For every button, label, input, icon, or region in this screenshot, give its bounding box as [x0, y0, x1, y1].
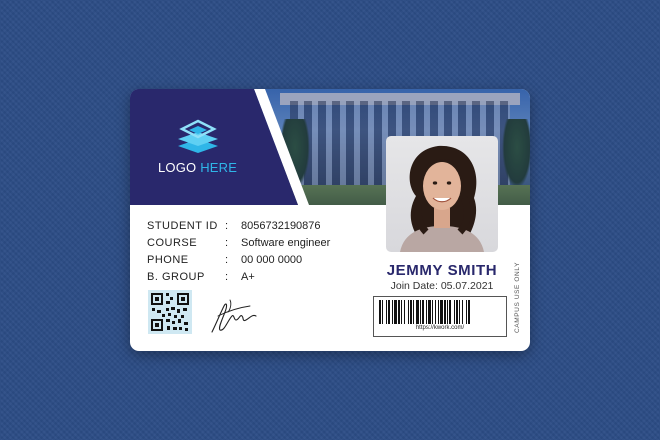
field-label: PHONE: [147, 253, 189, 266]
barcode-bar: [428, 300, 431, 324]
field-value: Software engineer: [241, 236, 331, 249]
barcode-bar: [440, 300, 443, 324]
info-row-blood-group: [147, 268, 377, 285]
field-separator: :: [225, 270, 229, 283]
field-label: COURSE: [147, 236, 198, 249]
barcode-bar: [459, 300, 460, 324]
barcode-bar: [379, 300, 381, 324]
barcode-bar: [466, 300, 467, 324]
qr-code-icon: [148, 290, 192, 334]
field-label: STUDENT ID: [147, 219, 218, 232]
barcode-bar: [388, 300, 390, 324]
barcode-bar: [416, 300, 419, 324]
barcode-bar: [462, 300, 463, 324]
logo-text: [158, 160, 268, 175]
stacked-layers-icon: [176, 119, 220, 155]
barcode-bar: [456, 300, 458, 324]
barcode-bar: [392, 300, 393, 324]
logo-text-accent: HERE: [200, 160, 238, 175]
field-separator: :: [225, 253, 229, 266]
info-row-phone: [147, 251, 377, 268]
student-id-card: [130, 89, 530, 351]
join-date: Join Date: 05.07.2021: [390, 280, 494, 292]
barcode-bar: [422, 300, 424, 324]
barcode-bar: [413, 300, 414, 324]
barcode-bar: [398, 300, 400, 324]
portrait-illustration: [386, 136, 498, 252]
barcode-bar: [444, 300, 446, 324]
handwritten-signature: [206, 294, 262, 338]
barcode-bar: [449, 300, 451, 324]
barcode-bar: [401, 300, 402, 324]
student-name: JEMMY SMITH: [386, 262, 498, 279]
barcode-bar: [438, 300, 439, 324]
barcode-bar: [404, 300, 405, 324]
field-value: 00 000 0000: [241, 253, 303, 266]
barcode: [373, 296, 507, 337]
barcode-bar: [454, 300, 455, 324]
barcode-bar: [447, 300, 448, 324]
student-info: [147, 217, 377, 285]
field-value: A+: [241, 270, 255, 283]
field-label: B. GROUP: [147, 270, 205, 283]
barcode-bar: [435, 300, 436, 324]
barcode-bar: [426, 300, 427, 324]
barcode-bar: [432, 300, 433, 324]
field-value: 8056732190876: [241, 219, 321, 232]
student-photo: [386, 136, 498, 252]
barcode-bar: [394, 300, 397, 324]
barcode-bar: [382, 300, 383, 324]
info-row-student-id: [147, 217, 377, 234]
logo-text-main: LOGO: [158, 160, 197, 175]
barcode-bar: [420, 300, 421, 324]
field-separator: :: [225, 236, 229, 249]
barcode-bar: [408, 300, 409, 324]
barcode-bar: [386, 300, 387, 324]
barcode-bars: [378, 300, 502, 324]
campus-use-note: CAMPUS USE ONLY: [514, 261, 521, 333]
barcode-bar: [468, 300, 470, 324]
field-separator: :: [225, 219, 229, 232]
barcode-bar: [410, 300, 412, 324]
info-row-course: [147, 234, 377, 251]
barcode-url: https://kwork.com/: [415, 325, 465, 331]
